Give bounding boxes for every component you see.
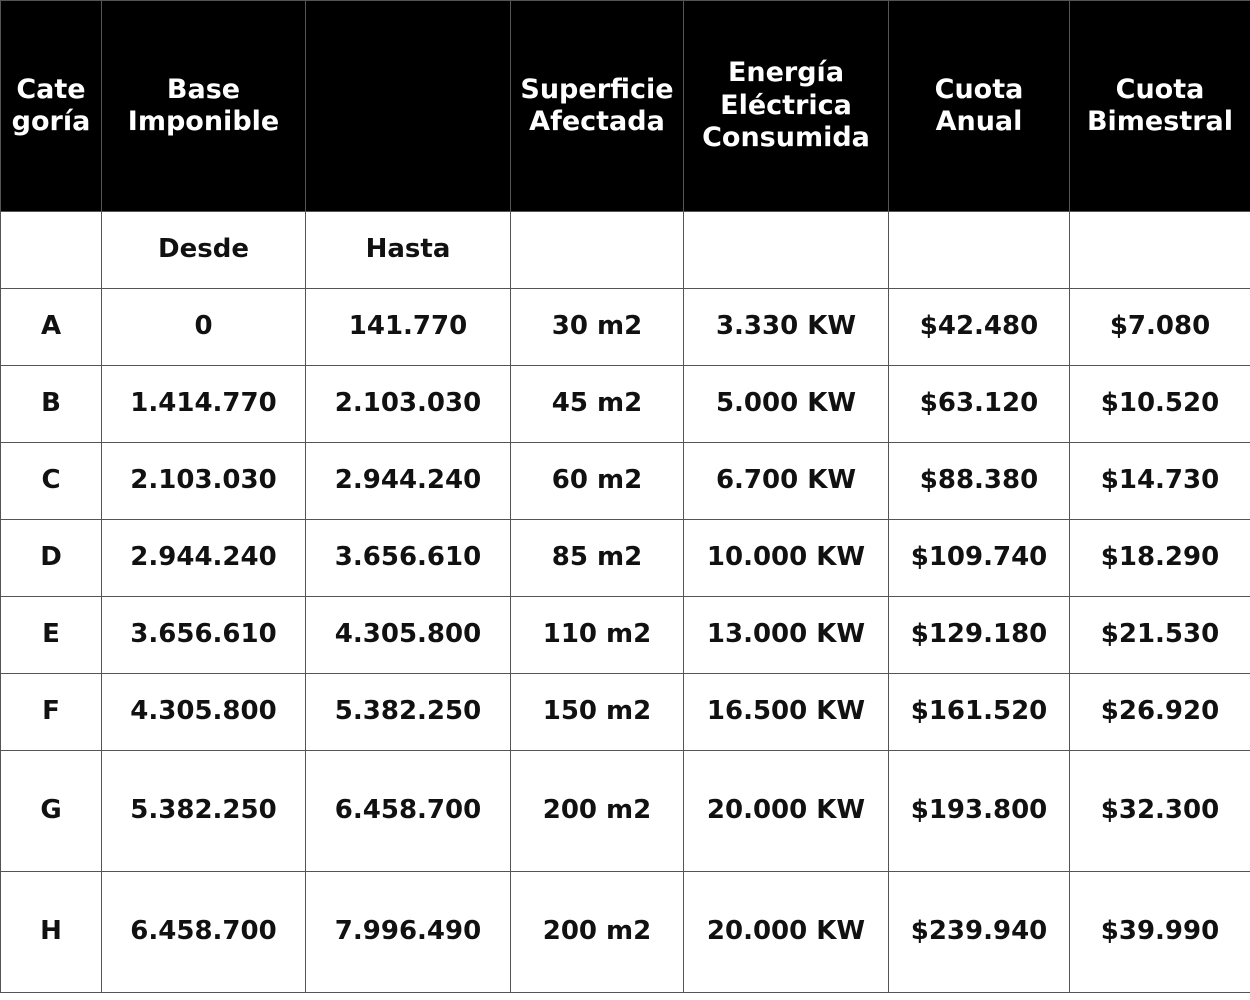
cell-desde: 0 <box>102 289 306 366</box>
cell-energia: 20.000 KW <box>684 872 889 993</box>
table-row <box>1 289 1250 366</box>
cell-superficie: 45 m2 <box>511 366 684 443</box>
cell-cuota-bimestral: $26.920 <box>1070 674 1250 751</box>
cell-hasta: 5.382.250 <box>306 674 511 751</box>
cell-hasta: 4.305.800 <box>306 597 511 674</box>
subheader-hasta: Hasta <box>306 212 511 289</box>
cell-hasta: 141.770 <box>306 289 511 366</box>
cell-cuota-bimestral: $21.530 <box>1070 597 1250 674</box>
cell-cuota-anual: $129.180 <box>889 597 1070 674</box>
subheader-desde: Desde <box>102 212 306 289</box>
cell-categoria: H <box>1 872 102 993</box>
table-row <box>1 443 1250 520</box>
table-body <box>1 289 1250 993</box>
cell-cuota-bimestral: $14.730 <box>1070 443 1250 520</box>
cell-energia: 5.000 KW <box>684 366 889 443</box>
cell-superficie: 150 m2 <box>511 674 684 751</box>
cell-superficie: 30 m2 <box>511 289 684 366</box>
subheader-row <box>1 212 1250 289</box>
table-row <box>1 751 1250 872</box>
cell-categoria: D <box>1 520 102 597</box>
cell-categoria: A <box>1 289 102 366</box>
table-row <box>1 597 1250 674</box>
table-row <box>1 674 1250 751</box>
cell-desde: 1.414.770 <box>102 366 306 443</box>
cell-cuota-bimestral: $18.290 <box>1070 520 1250 597</box>
header-categoria: Cate goría <box>1 1 102 212</box>
cell-categoria: C <box>1 443 102 520</box>
cell-superficie: 110 m2 <box>511 597 684 674</box>
cell-categoria: G <box>1 751 102 872</box>
header-superficie: Superficie Afectada <box>511 1 684 212</box>
subheader-empty-cell <box>511 212 684 289</box>
header-cuota-bimestral: Cuota Bimestral <box>1070 1 1250 212</box>
cell-energia: 10.000 KW <box>684 520 889 597</box>
cell-cuota-anual: $63.120 <box>889 366 1070 443</box>
header-blank <box>306 1 511 212</box>
table-row <box>1 872 1250 993</box>
cell-desde: 2.103.030 <box>102 443 306 520</box>
cell-hasta: 6.458.700 <box>306 751 511 872</box>
cell-desde: 4.305.800 <box>102 674 306 751</box>
cell-hasta: 2.103.030 <box>306 366 511 443</box>
cell-desde: 3.656.610 <box>102 597 306 674</box>
subheader-empty-cell <box>1 212 102 289</box>
cell-energia: 6.700 KW <box>684 443 889 520</box>
cell-desde: 2.944.240 <box>102 520 306 597</box>
cell-superficie: 200 m2 <box>511 872 684 993</box>
header-base-imponible: Base Imponible <box>102 1 306 212</box>
cell-categoria: F <box>1 674 102 751</box>
cell-superficie: 85 m2 <box>511 520 684 597</box>
cell-hasta: 2.944.240 <box>306 443 511 520</box>
cell-cuota-anual: $88.380 <box>889 443 1070 520</box>
cell-cuota-anual: $42.480 <box>889 289 1070 366</box>
cell-cuota-anual: $161.520 <box>889 674 1070 751</box>
cell-hasta: 3.656.610 <box>306 520 511 597</box>
cell-desde: 5.382.250 <box>102 751 306 872</box>
cell-hasta: 7.996.490 <box>306 872 511 993</box>
cell-energia: 3.330 KW <box>684 289 889 366</box>
cell-cuota-bimestral: $39.990 <box>1070 872 1250 993</box>
header-row <box>1 1 1250 212</box>
table-row <box>1 520 1250 597</box>
subheader-empty-cell <box>889 212 1070 289</box>
cell-energia: 13.000 KW <box>684 597 889 674</box>
cell-desde: 6.458.700 <box>102 872 306 993</box>
cell-cuota-anual: $239.940 <box>889 872 1070 993</box>
cell-categoria: B <box>1 366 102 443</box>
cell-cuota-anual: $109.740 <box>889 520 1070 597</box>
subheader-empty-cell <box>684 212 889 289</box>
cell-cuota-bimestral: $7.080 <box>1070 289 1250 366</box>
cell-superficie: 60 m2 <box>511 443 684 520</box>
cell-cuota-bimestral: $32.300 <box>1070 751 1250 872</box>
cell-cuota-bimestral: $10.520 <box>1070 366 1250 443</box>
table-row <box>1 366 1250 443</box>
cell-categoria: E <box>1 597 102 674</box>
header-energia: Energía Eléctrica Consumida <box>684 1 889 212</box>
subheader-empty-cell <box>1070 212 1250 289</box>
cell-superficie: 200 m2 <box>511 751 684 872</box>
cell-cuota-anual: $193.800 <box>889 751 1070 872</box>
cell-energia: 16.500 KW <box>684 674 889 751</box>
cell-energia: 20.000 KW <box>684 751 889 872</box>
header-cuota-anual: Cuota Anual <box>889 1 1070 212</box>
